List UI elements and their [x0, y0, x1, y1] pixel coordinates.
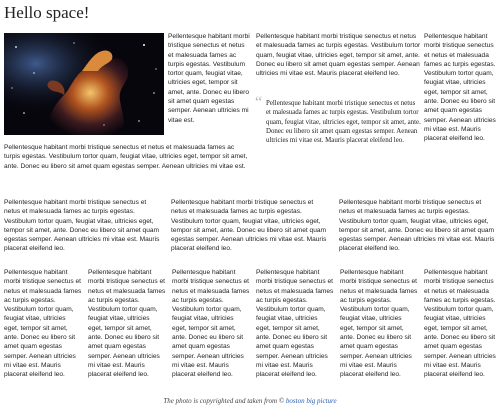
page — [4, 0, 496, 420]
text-beside-photo: Pellentesque habitant morbi tristique senectus et netus et malesuada fames ac turpis egestas. Vestibulum tortor quam, feugiat vitae, ultricies eget, tempor sit amet, ante. Donec eu libero sit amet quam egestas semper. Aenean ultricies mi vitae est. — [168, 33, 250, 124]
six-col-3: Pellentesque habitant morbi tristique senectus et netus et malesuada fames ac turpis egestas. Vestibulum tortor quam, feugiat vitae, ultricies eget, tempor sit amet, ante. Donec eu libero sit amet quam egestas semper. Aenean ultricies mi vitae est. Mauris placerat eleifend leo. — [172, 269, 250, 379]
link-icon: © — [278, 397, 286, 405]
boston-big-picture-link[interactable]: boston big picture — [285, 397, 337, 405]
quote-mark-icon: “ — [255, 94, 263, 111]
three-col-3: Pellentesque habitant morbi tristique senectus et netus et malesuada fames ac turpis egestas. Vestibulum tortor quam, feugiat vitae, ultricies eget, tempor sit amet, ante. Donec eu libero sit amet quam egestas semper. Aenean ultricies mi vitae est. Mauris placerat eleifend leo. — [339, 199, 495, 253]
three-col-1: Pellentesque habitant morbi tristique senectus et netus et malesuada fames ac turpis egestas. Vestibulum tortor quam, feugiat vitae, ultricies eget, tempor sit amet, ante. Donec eu libero sit amet quam egestas semper. Aenean ultricies mi vitae est. Mauris placerat eleifend leo. — [4, 199, 160, 253]
nebula-photo — [4, 33, 164, 135]
photo-caption: The photo is copyrighted and taken from © boston big picture — [163, 397, 337, 405]
six-col-2: Pellentesque habitant morbi tristique senectus et netus et malesuada fames ac turpis egestas. Vestibulum tortor quam, feugiat vitae, ultricies eget, tempor sit amet, ante. Donec eu libero sit amet quam egestas semper. Aenean ultricies mi vitae est. Mauris placerat eleifend leo. — [88, 269, 166, 379]
text-column-right: Pellentesque habitant morbi tristique senectus et netus et malesuada fames ac turpis egestas. Vestibulum tortor quam, feugiat vitae, ultricies eget, tempor sit amet, ante. Donec eu libero sit amet quam egestas semper. Aenean ultricies mi vitae est. Mauris placerat eleifend leo. — [424, 33, 496, 143]
page-title: Hello space! — [4, 3, 90, 22]
six-col-6: Pellentesque habitant morbi tristique senectus et netus et malesuada fames ac turpis egestas. Vestibulum tortor quam, feugiat vitae, ultricies eget, tempor sit amet, ante. Donec eu libero sit amet quam egestas semper. Aenean ultricies mi vitae est. Mauris placerat eleifend leo. — [424, 269, 496, 379]
three-col-2: Pellentesque habitant morbi tristique senectus et netus et malesuada fames ac turpis egestas. Vestibulum tortor quam, feugiat vitae, ultricies eget, tempor sit amet, ante. Donec eu libero sit amet quam egestas semper. Aenean ultricies mi vitae est. Mauris placerat eleifend leo. — [171, 199, 327, 253]
photo-icon — [4, 33, 164, 135]
six-col-4: Pellentesque habitant morbi tristique senectus et netus et malesuada fames ac turpis egestas. Vestibulum tortor quam, feugiat vitae, ultricies eget, tempor sit amet, ante. Donec eu libero sit amet quam egestas semper. Aenean ultricies mi vitae est. Mauris placerat eleifend leo. — [256, 269, 334, 379]
text-below-photo: Pellentesque habitant morbi tristique senectus et netus et malesuada fames ac turpis egestas. Vestibulum tortor quam, feugiat vitae, ultricies eget, tempor sit amet, ante. Donec eu libero sit amet quam egestas semper. Aenean ultricies mi vitae est. — [4, 144, 248, 170]
pull-quote: “ Pellentesque habitant morbi tristique senectus et netus et malesuada fames ac turpis egestas. Vestibulum tortor quam, feugiat vitae, ultricies eget, tempor sit amet, ante. Donec eu libero sit amet quam egestas semper. Aenean ultricies mi vitae est. Mauris placerat eleifend leo. — [255, 94, 421, 145]
six-col-5: Pellentesque habitant morbi tristique senectus et netus et malesuada fames ac turpis egestas. Vestibulum tortor quam, feugiat vitae, ultricies eget, tempor sit amet, ante. Donec eu libero sit amet quam egestas semper. Aenean ultricies mi vitae est. Mauris placerat eleifend leo. — [340, 269, 418, 379]
text-column-center: Pellentesque habitant morbi tristique senectus et netus et malesuada fames ac turpis egestas. Vestibulum tortor quam, feugiat vitae, ultricies eget, tempor sit amet, ante. Donec eu libero sit amet quam egestas semper. Aenean ultricies mi vitae est. Mauris placerat eleifend leo. — [256, 33, 421, 78]
six-col-1: Pellentesque habitant morbi tristique senectus et netus et malesuada fames ac turpis egestas. Vestibulum tortor quam, feugiat vitae, ultricies eget, tempor sit amet, ante. Donec eu libero sit amet quam egestas semper. Aenean ultricies mi vitae est. Mauris placerat eleifend leo. — [4, 269, 82, 379]
